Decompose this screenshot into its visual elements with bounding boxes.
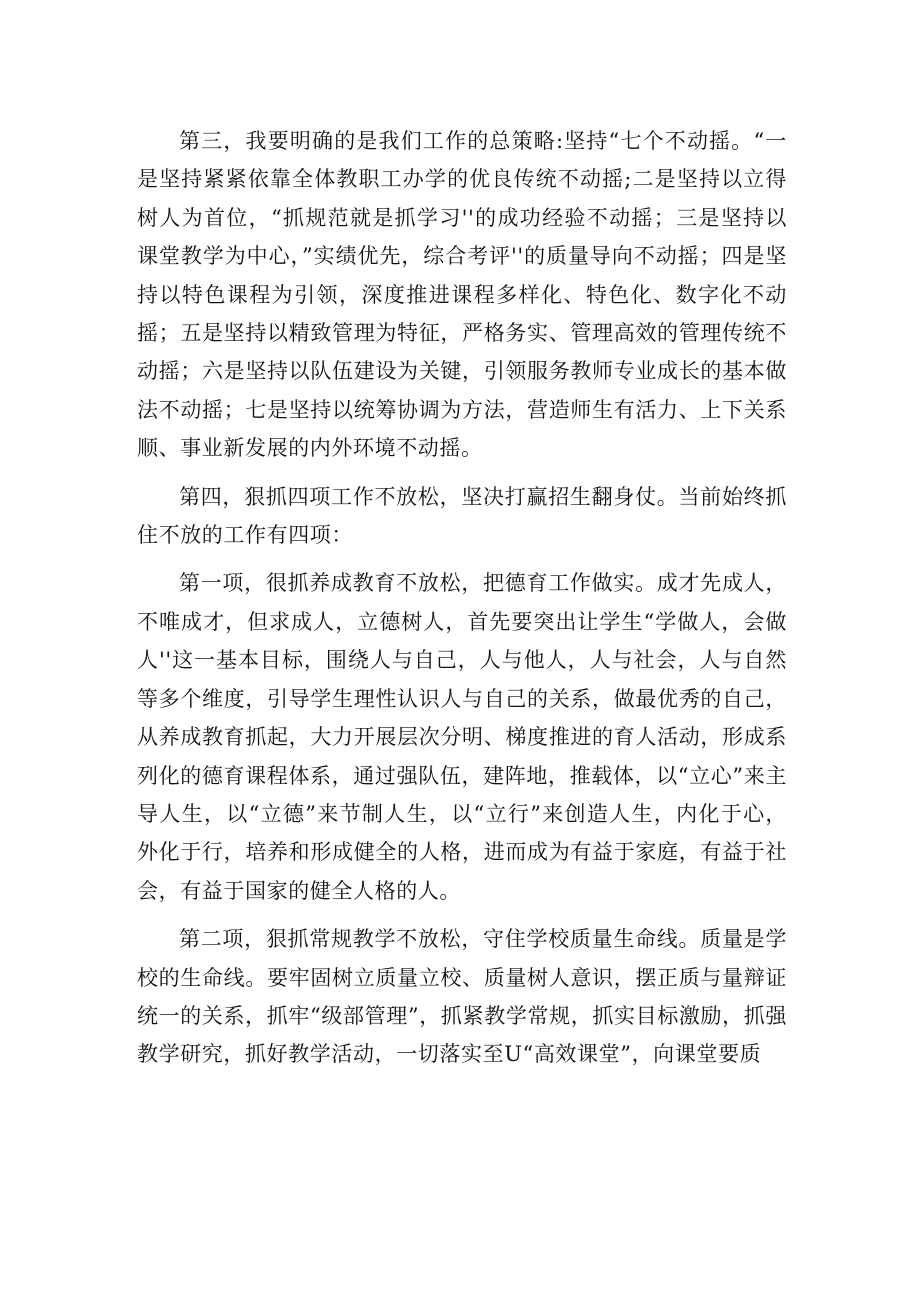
paragraph-four-tasks: 第四，狠抓四项工作不放松，坚决打赢招生翻身仗。当前始终抓住不放的工作有四项： <box>137 484 787 548</box>
paragraph-moral-education: 第一项，很抓养成教育不放松，把德育工作做实。成才先成人，不唯成才，但求成人，立德树人，首先要突出让学生“学做人，会做人''这一基本目标，围绕人与自己，人与他人，人与社会，人与自然等多个维度，引导学生理性认识人与自己的关系，做最优秀的自己，从养成教育抓起，大力开展层次分明、梯度推进的育人活动，形成系列化的德育课程体系，通过强队伍，建阵地，推载体，以“立心”来主导人生，以“立德”来节制人生，以“立行”来创造人生，内化于心，外化于行，培养和形成健全的人格，进而成为有益于家庭，有益于社会，有益于国家的健全人格的人。 <box>137 571 787 903</box>
document-body <box>137 122 787 1084</box>
paragraph-routine-teaching: 第二项，狠抓常规教学不放松，守住学校质量生命线。质量是学校的生命线。要牢固树立质量立校、质量树人意识，摆正质与量辩证统一的关系，抓牢“级部管理”，抓紧教学常规，抓实目标激励，抓强教学研究，抓好教学活动，一切落实至U“高效课堂”，向课堂要质 <box>137 927 787 1067</box>
paragraph-strategy: 第三，我要明确的是我们工作的总策略:坚持“七个不动摇。“一是坚持紧紧依靠全体教职工办学的优良传统不动摇;二是坚持以立得树人为首位，“抓规范就是抓学习''的成功经验不动摇；三是坚持以课堂教学为中心，”实绩优先，综合考评''的质量导向不动摇；四是坚持以特色课程为引领，深度推进课程多样化、特色化、数字化不动摇；五是坚持以精致管理为特征，严格务实、管理高效的管理传统不动摇；六是坚持以队伍建设为关键，引领服务教师专业成长的基本做法不动摇；七是坚持以统筹协调为方法，营造师生有活力、上下关系顺、事业新发展的内外环境不动摇。 <box>137 129 787 461</box>
